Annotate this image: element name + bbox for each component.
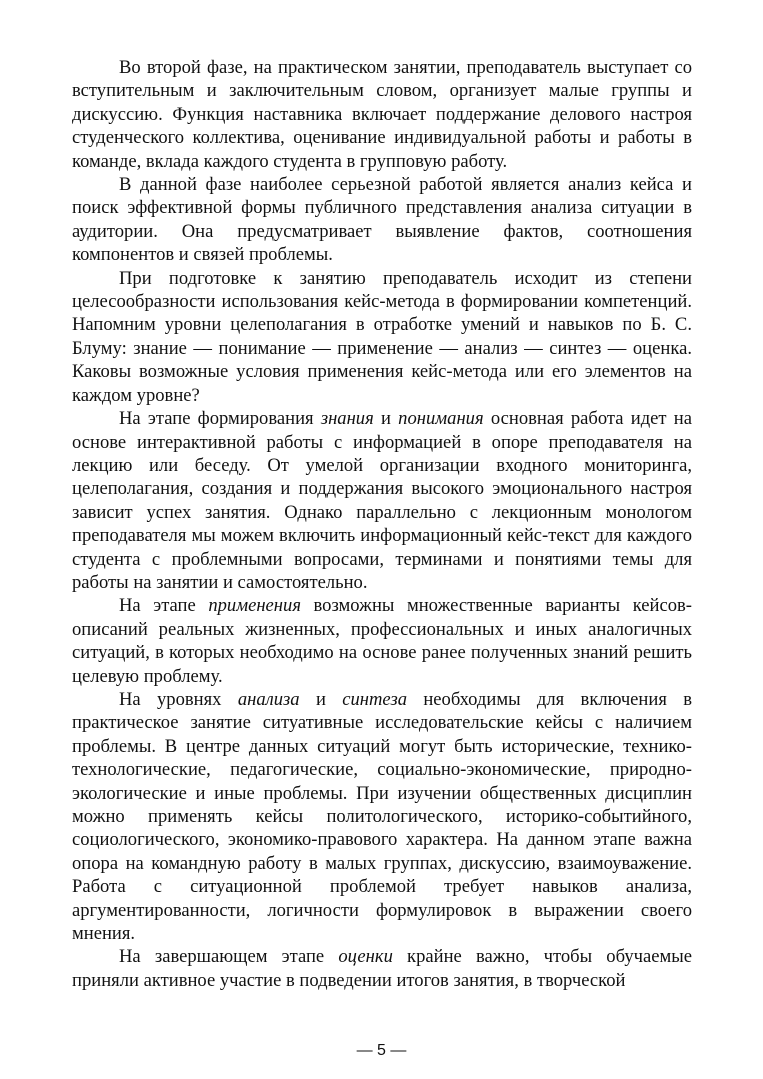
paragraph xyxy=(72,594,692,688)
text-run: необходимы для включения в практическое занятие ситуативные исследовательские кейсы с наличием проблемы. В центре данных ситуаций могут быть исторические, технико-технологические, педагогические, социально-экономические, природно-экологические и иные проблемы. При изучении общественных дисциплин можно применять кейсы политологического, историко-событийного, социологического, экономико-правового характера. На данном этапе важна опора на командную работу в малых группах, дискуссию, взаимоуважение. Работа с ситуационной проблемой требует навыков анализа, аргументированности, логичности формулировок в выражении своего мнения. xyxy=(72,688,693,945)
italic-term: оценки xyxy=(338,946,393,968)
italic-term: понимания xyxy=(398,408,484,430)
italic-term: знания xyxy=(320,408,374,430)
text-run: На этапе формирования xyxy=(119,408,321,430)
italic-term: применения xyxy=(208,595,301,617)
text-run: крайне важно, чтобы обучаемые приняли активное участие в подведении итогов занятия, в творческой xyxy=(72,946,692,991)
italic-term: синтеза xyxy=(342,688,407,710)
text-run: и xyxy=(299,688,343,710)
paragraph xyxy=(72,56,692,173)
page-body xyxy=(72,56,692,992)
text-run: основная работа идет на основе интерактивной работы с информацией в опоре преподавателя на лекцию или беседу. От умелой организации входного мониторинга, целеполагания, создания и поддержания высокого эмоционального настроя зависит успех занятия. Однако параллельно с лекционным монологом преподавателя мы можем включить информационный кейс-текст для каждого студента с проблемными вопросами, терминами и понятиями темы для работы на занятии и самостоятельно. xyxy=(72,408,692,593)
text-run: Во второй фазе, на практическом занятии, преподаватель выступает со вступительным и заключительным словом, организует малые группы и дискуссию. Функция наставника включает поддержание делового настроя студенческого коллектива, оценивание индивидуальной работы и работы в команде, вклада каждого студента в групповую работу. xyxy=(72,57,692,172)
text-run: возможны множественные варианты кейсов-описаний реальных жизненных, профессиональных и иных аналогичных ситуаций, в которых необходимо на основе ранее полученных знаний решить целевую проблему. xyxy=(72,595,693,687)
text-run: На завершающем этапе xyxy=(119,946,339,968)
paragraph xyxy=(72,173,692,267)
paragraph xyxy=(72,945,692,992)
text-run: В данной фазе наиболее серьезной работой является анализ кейса и поиск эффективной формы публичного представления анализа ситуации в аудитории. Она предусматривает выявление фактов, соотношения компонентов и связей проблемы. xyxy=(72,174,692,266)
italic-term: анализа xyxy=(237,688,300,710)
text-run: При подготовке к занятию преподаватель исходит из степени целесообразности использования кейс-метода в формировании компетенций. Напомним уровни целеполагания в отработке умений и навыков по Б. С. Блуму: знание — понимание — применение — анализ — синтез — оценка. Каковы возможные условия применения кейс-метода или его элементов на каждом уровне? xyxy=(72,267,692,406)
page-number: — 5 — xyxy=(356,1042,407,1059)
paragraph xyxy=(72,688,692,945)
paragraph xyxy=(72,267,692,407)
paragraph xyxy=(72,407,692,594)
text-run: На уровнях xyxy=(119,688,238,710)
text-run: и xyxy=(373,408,399,430)
text-run: На этапе xyxy=(119,595,209,617)
